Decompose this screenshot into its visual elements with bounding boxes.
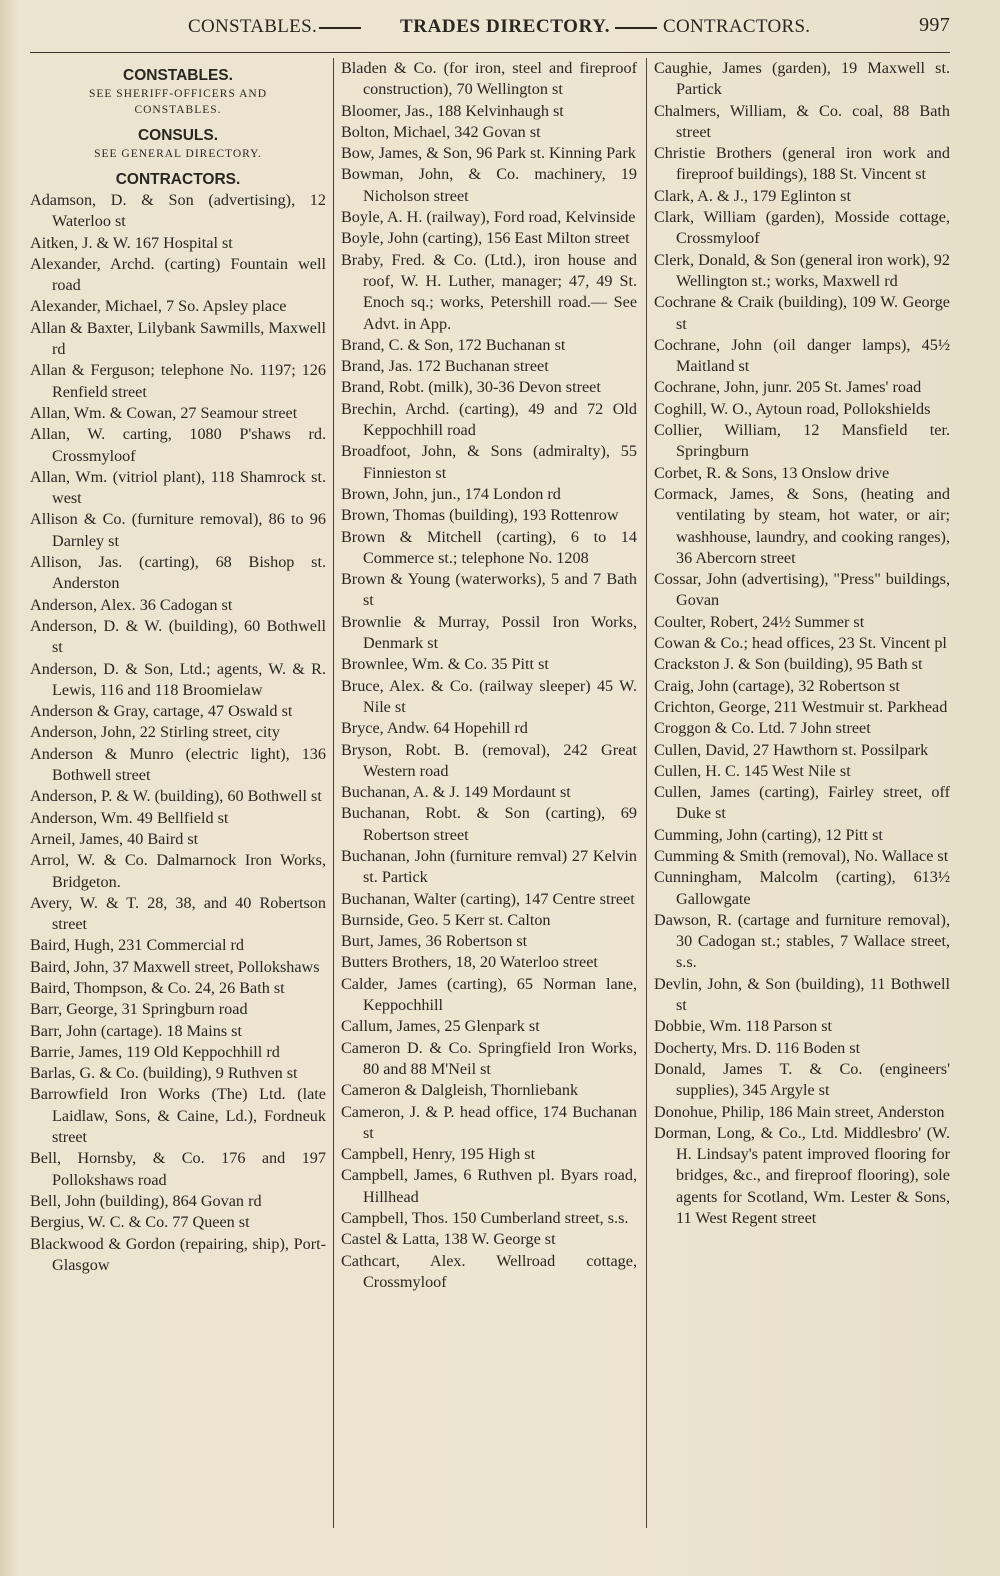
section-title-constables: CONSTABLES. — [123, 67, 233, 84]
directory-entry: Cormack, James, & Sons, (heating and ventilating by steam, hot water, or air; washhouse, laundry, and cooking ranges), 36 Abercorn street — [654, 484, 950, 567]
directory-entry: Bell, John (building), 864 Govan rd — [30, 1191, 262, 1210]
directory-entry: Cullen, David, 27 Hawthorn st. Possilpark — [654, 740, 929, 759]
directory-entry: Anderson, Wm. 49 Bellfield st — [30, 808, 229, 827]
directory-entry: Brown, John, jun., 174 London rd — [341, 484, 561, 503]
directory-entry: Dawson, R. (cartage and furniture removal), 30 Cadogan st.; stables, 7 Wallace street, s.s. — [654, 910, 950, 972]
directory-entry: Crichton, George, 211 Westmuir st. Parkhead — [654, 697, 948, 716]
directory-entry: Calder, James (carting), 65 Norman lane, Keppochhill — [341, 974, 637, 1015]
directory-entry: Brown, Thomas (building), 193 Rottenrow — [341, 506, 619, 525]
directory-entry: Bryce, Andw. 64 Hopehill rd — [341, 719, 528, 738]
directory-entry: Coghill, W. O., Aytoun road, Pollokshields — [654, 399, 931, 418]
directory-entry: Adamson, D. & Son (advertising), 12 Waterloo st — [30, 191, 326, 231]
directory-entry: Anderson, Alex. 36 Cadogan st — [30, 595, 233, 614]
directory-entry: Barlas, G. & Co. (building), 9 Ruthven st — [30, 1064, 298, 1083]
directory-entry: Bolton, Michael, 342 Govan st — [341, 122, 541, 141]
header-rule — [30, 52, 950, 53]
directory-entry: Bow, James, & Son, 96 Park st. Kinning Park — [341, 144, 636, 163]
directory-entry: Anderson, D. & W. (building), 60 Bothwell st — [30, 616, 326, 657]
directory-entry: Baird, Thompson, & Co. 24, 26 Bath st — [30, 978, 285, 997]
directory-entry: Coulter, Robert, 24½ Summer st — [654, 612, 865, 631]
directory-entry: Clerk, Donald, & Son (general iron work), 92 Wellington st.; works, Maxwell rd — [654, 250, 950, 290]
directory-entry: Burnside, Geo. 5 Kerr st. Calton — [341, 910, 551, 929]
directory-entry: Crackston J. & Son (building), 95 Bath st — [654, 655, 923, 674]
directory-entry: Brownlie & Murray, Possil Iron Works, Denmark st — [341, 612, 637, 653]
cross-reference: SEE GENERAL DIRECTORY. — [94, 148, 262, 160]
directory-entry: Anderson & Gray, cartage, 47 Oswald st — [30, 702, 293, 721]
directory-entry: Cameron, J. & P. head office, 174 Buchanan st — [341, 1102, 637, 1142]
directory-entry: Christie Brothers (general iron work and fireproof buildings), 188 St. Vincent st — [654, 144, 950, 184]
directory-entry: Blackwood & Gordon (repairing, ship), Port-Glasgow — [30, 1234, 326, 1274]
directory-entry: Cullen, H. C. 145 West Nile st — [654, 761, 851, 780]
column-2 — [341, 58, 637, 1293]
directory-entry: Buchanan, Walter (carting), 147 Centre street — [341, 889, 635, 908]
directory-entry: Burt, James, 36 Robertson st — [341, 932, 528, 951]
directory-entry: Allison, Jas. (carting), 68 Bishop st. Anderston — [30, 553, 326, 593]
directory-entry: Arrol, W. & Co. Dalmarnock Iron Works, Bridgeton. — [30, 851, 326, 891]
directory-entry: Campbell, Thos. 150 Cumberland street, s.s. — [341, 1209, 629, 1228]
column-1 — [30, 58, 326, 1276]
directory-entry: Allan & Ferguson; telephone No. 1197; 126 Renfield street — [30, 361, 326, 401]
directory-entry: Buchanan, Robt. & Son (carting), 69 Robertson street — [341, 804, 637, 844]
directory-entry: Bloomer, Jas., 188 Kelvinhaugh st — [341, 101, 564, 120]
directory-entry: Boyle, John (carting), 156 East Milton street — [341, 229, 630, 248]
directory-entry: Alexander, Michael, 7 So. Apsley place — [30, 297, 287, 316]
directory-entry: Brown & Young (waterworks), 5 and 7 Bath st — [341, 570, 637, 610]
directory-entry: Barr, John (cartage). 18 Mains st — [30, 1021, 242, 1040]
column-divider — [333, 58, 334, 1528]
directory-entry: Boyle, A. H. (railway), Ford road, Kelvinside — [341, 208, 636, 227]
directory-entry: Caughie, James (garden), 19 Maxwell st. Partick — [654, 59, 950, 99]
directory-entry: Anderson, D. & Son, Ltd.; agents, W. & R. Lewis, 116 and 118 Broomielaw — [30, 659, 326, 699]
directory-entry: Anderson, John, 22 Stirling street, city — [30, 723, 280, 742]
directory-entry: Anderson & Munro (electric light), 136 Bothwell street — [30, 744, 326, 785]
running-header — [30, 14, 950, 44]
directory-entry: Clark, A. & J., 179 Eglinton st — [654, 186, 851, 205]
directory-entry: Bergius, W. C. & Co. 77 Queen st — [30, 1213, 250, 1232]
directory-entry: Allison & Co. (furniture removal), 86 to 96 Darnley st — [30, 510, 326, 550]
directory-entry: Baird, Hugh, 231 Commercial rd — [30, 936, 244, 955]
directory-entry: Croggon & Co. Ltd. 7 John street — [654, 719, 871, 738]
directory-entry: Barrowfield Iron Works (The) Ltd. (late Laidlaw, Sons, & Caine, Ld.), Fordneuk street — [30, 1085, 326, 1147]
page-number: 997 — [919, 14, 950, 36]
directory-entry: Aitken, J. & W. 167 Hospital st — [30, 233, 233, 252]
directory-entry: Campbell, Henry, 195 High st — [341, 1145, 536, 1164]
directory-entry: Bryson, Robt. B. (removal), 242 Great Western road — [341, 740, 637, 780]
directory-entry: Cossar, John (advertising), "Press" buildings, Govan — [654, 570, 950, 610]
directory-entry: Collier, William, 12 Mansfield ter. Springburn — [654, 421, 950, 461]
directory-entry: Buchanan, A. & J. 149 Mordaunt st — [341, 783, 571, 802]
directory-entry: Baird, John, 37 Maxwell street, Pollokshaws — [30, 957, 320, 976]
directory-entry: Brechin, Archd. (carting), 49 and 72 Old Keppochhill road — [341, 399, 637, 440]
directory-entry: Cameron & Dalgleish, Thornliebank — [341, 1081, 579, 1100]
directory-entry: Clark, William (garden), Mosside cottage, Crossmyloof — [654, 208, 950, 248]
section-title-consuls: CONSULS. — [137, 127, 219, 144]
directory-entry: Butters Brothers, 18, 20 Waterloo street — [341, 953, 598, 972]
directory-entry: Dobbie, Wm. 118 Parson st — [654, 1017, 833, 1036]
entry-list — [30, 190, 326, 1276]
directory-entry: Callum, James, 25 Glenpark st — [341, 1017, 540, 1036]
directory-entry: Craig, John (cartage), 32 Robertson st — [654, 676, 900, 695]
directory-entry: Cunningham, Malcolm (carting), 613½ Gallowgate — [654, 868, 950, 908]
directory-entry: Devlin, John, & Son (building), 11 Bothwell st — [654, 974, 950, 1015]
directory-entry: Brand, Jas. 172 Buchanan street — [341, 357, 549, 376]
directory-entry: Bladen & Co. (for iron, steel and fireproof construction), 70 Wellington st — [341, 59, 637, 99]
section-title-contractors: CONTRACTORS. — [115, 171, 241, 188]
directory-entry: Cullen, James (carting), Fairley street, off Duke st — [654, 783, 950, 823]
directory-entry: Cochrane & Craik (building), 109 W. George st — [654, 293, 950, 333]
header-right: CONTRACTORS. — [663, 16, 810, 38]
directory-entry: Docherty, Mrs. D. 116 Boden st — [654, 1038, 861, 1057]
column-3 — [654, 58, 950, 1229]
directory-entry: Cathcart, Alex. Wellroad cottage, Crossmyloof — [341, 1251, 637, 1291]
directory-entry: Corbet, R. & Sons, 13 Onslow drive — [654, 463, 890, 482]
directory-entry: Brand, C. & Son, 172 Buchanan st — [341, 335, 566, 354]
directory-entry: Donald, James T. & Co. (engineers' supplies), 345 Argyle st — [654, 1059, 950, 1100]
directory-entry: Cumming, John (carting), 12 Pitt st — [654, 825, 883, 844]
directory-entry: Bruce, Alex. & Co. (railway sleeper) 45 W. Nile st — [341, 676, 637, 716]
directory-entry: Brownlee, Wm. & Co. 35 Pitt st — [341, 655, 549, 674]
column-divider — [646, 58, 647, 1528]
cross-reference: SEE SHERIFF-OFFICERS AND CONSTABLES. — [88, 88, 267, 116]
directory-entry: Chalmers, William, & Co. coal, 88 Bath street — [654, 101, 950, 141]
directory-entry: Cochrane, John (oil danger lamps), 45½ Maitland st — [654, 335, 950, 376]
directory-entry: Allan & Baxter, Lilybank Sawmills, Maxwell rd — [30, 318, 326, 359]
directory-entry: Alexander, Archd. (carting) Fountain well road — [30, 254, 326, 295]
directory-entry: Dorman, Long, & Co., Ltd. Middlesbro' (W. H. Lindsay's patent improved flooring for bridges, &c., and fireproof flooring), sole agents for Scotland, Wm. Lester & Sons, 11 West Regent street — [654, 1123, 950, 1228]
directory-entry: Brown & Mitchell (carting), 6 to 14 Commerce st.; telephone No. 1208 — [341, 527, 637, 567]
directory-entry: Campbell, James, 6 Ruthven pl. Byars road, Hillhead — [341, 1166, 637, 1206]
directory-entry: Bell, Hornsby, & Co. 176 and 197 Pollokshaws road — [30, 1149, 326, 1189]
entry-list — [341, 58, 637, 1293]
directory-entry: Bowman, John, & Co. machinery, 19 Nicholson street — [341, 165, 637, 205]
directory-entry: Avery, W. & T. 28, 38, and 40 Robertson street — [30, 893, 326, 934]
header-left: CONSTABLES. — [188, 16, 363, 38]
directory-entry: Anderson, P. & W. (building), 60 Bothwell st — [30, 787, 322, 806]
directory-entry: Broadfoot, John, & Sons (admiralty), 55 Finnieston st — [341, 442, 637, 482]
directory-entry: Cumming & Smith (removal), No. Wallace st — [654, 846, 949, 865]
directory-entry: Cameron D. & Co. Springfield Iron Works, 80 and 88 M'Neil st — [341, 1038, 637, 1078]
directory-entry: Cochrane, John, junr. 205 St. James' road — [654, 378, 922, 397]
directory-entry: Brand, Robt. (milk), 30-36 Devon street — [341, 378, 601, 397]
directory-entry: Buchanan, John (furniture remval) 27 Kelvin st. Partick — [341, 846, 637, 887]
directory-entry: Allan, Wm. & Cowan, 27 Seamour street — [30, 403, 298, 422]
entry-list — [654, 58, 950, 1229]
directory-entry: Allan, Wm. (vitriol plant), 118 Shamrock st. west — [30, 467, 326, 508]
directory-entry: Braby, Fred. & Co. (Ltd.), iron house and roof, W. H. Luther, manager; 47, 49 St. Enoch sq.; works, Petershill road.— See Advt. in App. — [341, 250, 637, 333]
directory-entry: Donohue, Philip, 186 Main street, Anderston — [654, 1102, 945, 1121]
directory-entry: Cowan & Co.; head offices, 23 St. Vincent pl — [654, 634, 947, 653]
directory-entry: Arneil, James, 40 Baird st — [30, 829, 199, 848]
directory-entry: Barr, George, 31 Springburn road — [30, 1000, 248, 1019]
header-title: TRADES DIRECTORY. — [400, 16, 611, 37]
directory-entry: Allan, W. carting, 1080 P'shaws rd. Crossmyloof — [30, 425, 326, 465]
directory-entry: Castel & Latta, 138 W. George st — [341, 1230, 556, 1249]
directory-entry: Barrie, James, 119 Old Keppochhill rd — [30, 1042, 280, 1061]
